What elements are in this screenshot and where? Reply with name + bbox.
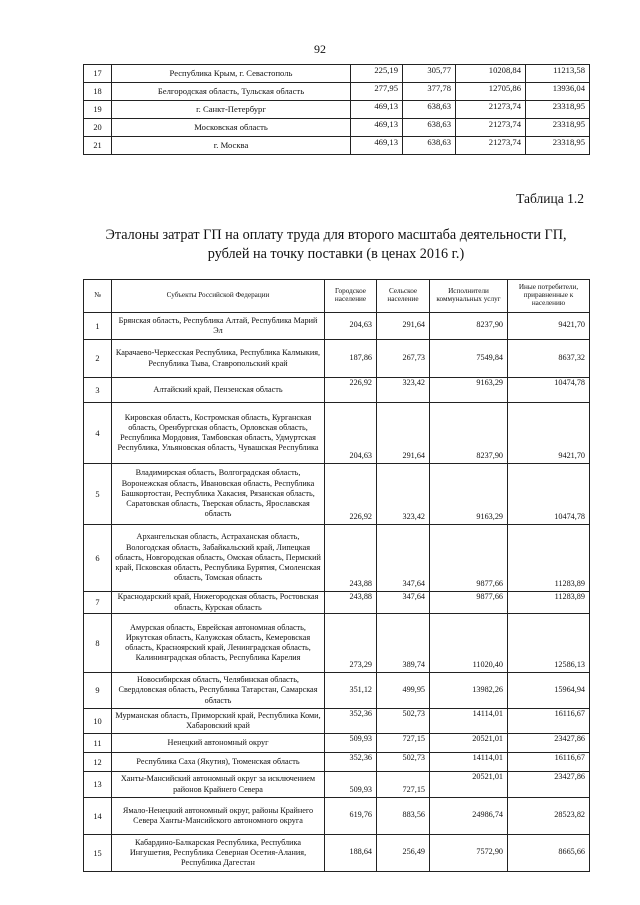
table-row	[84, 101, 590, 119]
row-number: 17	[84, 65, 112, 83]
table-row	[84, 592, 590, 614]
rural-value: 499,95	[377, 673, 430, 709]
other-value: 28523,82	[508, 798, 590, 835]
urban-value: 243,88	[325, 525, 377, 592]
table-row	[84, 525, 590, 592]
row-number: 4	[84, 403, 112, 464]
subject-cell: Ямало-Ненецкий автономный округ, районы Крайнего Севера Ханты-Мансийского автономного округа	[112, 798, 325, 835]
other-value: 9421,70	[508, 403, 590, 464]
urban-value: 509,93	[325, 772, 377, 798]
table-row	[84, 83, 590, 101]
rural-value: 883,56	[377, 798, 430, 835]
utility-value: 11020,40	[430, 614, 508, 673]
utility-value: 10208,84	[456, 65, 526, 83]
rural-value: 502,73	[377, 753, 430, 772]
other-value: 8637,32	[508, 340, 590, 378]
row-number: 13	[84, 772, 112, 798]
urban-value: 469,13	[351, 137, 403, 155]
urban-value: 243,88	[325, 592, 377, 614]
utility-value: 20521,01	[430, 734, 508, 753]
header-number: №	[84, 280, 112, 313]
rural-value: 638,63	[403, 101, 456, 119]
urban-value: 187,86	[325, 340, 377, 378]
subject-cell: Мурманская область, Приморский край, Республика Коми, Хабаровский край	[112, 709, 325, 734]
row-number: 15	[84, 835, 112, 872]
urban-value: 273,29	[325, 614, 377, 673]
other-value: 12586,13	[508, 614, 590, 673]
subject-cell: Краснодарский край, Нижегородская область, Ростовская область, Курская область	[112, 592, 325, 614]
row-number: 21	[84, 137, 112, 155]
rural-value: 323,42	[377, 378, 430, 403]
other-value: 13936,04	[526, 83, 590, 101]
row-number: 14	[84, 798, 112, 835]
subject-cell: г. Москва	[112, 137, 351, 155]
other-value: 16116,67	[508, 709, 590, 734]
table-row	[84, 753, 590, 772]
other-value: 11283,89	[508, 592, 590, 614]
utility-value: 14114,01	[430, 709, 508, 734]
table-row	[84, 65, 590, 83]
header-utility: Исполнители коммунальных услуг	[430, 280, 508, 313]
table-row	[84, 378, 590, 403]
utility-value: 21273,74	[456, 101, 526, 119]
table-row	[84, 313, 590, 340]
urban-value: 352,36	[325, 709, 377, 734]
cost-standards-table	[83, 279, 590, 872]
other-value: 11213,58	[526, 65, 590, 83]
row-number: 20	[84, 119, 112, 137]
table-row	[84, 835, 590, 872]
utility-value: 8237,90	[430, 313, 508, 340]
other-value: 9421,70	[508, 313, 590, 340]
row-number: 3	[84, 378, 112, 403]
other-value: 10474,78	[508, 378, 590, 403]
subject-cell: Кабардино-Балкарская Республика, Республика Ингушетия, Республика Северная Осетия-Алания, Республика Дагестан	[112, 835, 325, 872]
subject-cell: Новосибирская область, Челябинская область, Свердловская область, Республика Татарстан, Самарская область	[112, 673, 325, 709]
other-value: 11283,89	[508, 525, 590, 592]
table-row	[84, 464, 590, 525]
subject-cell: Московская область	[112, 119, 351, 137]
subject-cell: Архангельская область, Астраханская область, Вологодская область, Забайкальский край, Липецкая область, Новгородская область, Омская область, Пермский край, Псковская область, Республика Бурятия, Смоленская область, Томская область	[112, 525, 325, 592]
other-value: 23427,86	[508, 734, 590, 753]
other-value: 8665,66	[508, 835, 590, 872]
page-number: 92	[314, 42, 326, 56]
utility-value: 24986,74	[430, 798, 508, 835]
urban-value: 277,95	[351, 83, 403, 101]
header-other: Иные потребители, приравненные к населению	[508, 280, 590, 313]
utility-value: 13982,26	[430, 673, 508, 709]
rural-value: 305,77	[403, 65, 456, 83]
urban-value: 226,92	[325, 464, 377, 525]
utility-value: 12705,86	[456, 83, 526, 101]
row-number: 8	[84, 614, 112, 673]
utility-value: 21273,74	[456, 137, 526, 155]
urban-value: 225,19	[351, 65, 403, 83]
subject-cell: Республика Крым, г. Севастополь	[112, 65, 351, 83]
rural-value: 347,64	[377, 525, 430, 592]
other-value: 15964,94	[508, 673, 590, 709]
table-row	[84, 403, 590, 464]
row-number: 10	[84, 709, 112, 734]
utility-value: 7549,84	[430, 340, 508, 378]
other-value: 23318,95	[526, 101, 590, 119]
urban-value: 352,36	[325, 753, 377, 772]
subject-cell: Республика Саха (Якутия), Тюменская область	[112, 753, 325, 772]
utility-value: 9163,29	[430, 464, 508, 525]
row-number: 6	[84, 525, 112, 592]
header-urban: Городское население	[325, 280, 377, 313]
subject-cell: Брянская область, Республика Алтай, Республика Марий Эл	[112, 313, 325, 340]
utility-value: 9163,29	[430, 378, 508, 403]
rural-value: 291,64	[377, 313, 430, 340]
subject-cell: Карачаево-Черкесская Республика, Республика Калмыкия, Республика Тыва, Ставропольский край	[112, 340, 325, 378]
row-number: 12	[84, 753, 112, 772]
subject-cell: Кировская область, Костромская область, Курганская область, Оренбургская область, Орловская область, Республика Мордовия, Тамбовская область, Удмуртская Республика, Ульяновская область, Чувашская Республика	[112, 403, 325, 464]
urban-value: 204,63	[325, 403, 377, 464]
subject-cell: Владимирская область, Волгоградская область, Воронежская область, Ивановская область, Республика Башкортостан, Республика Хакасия, Рязанская область, Саратовская область, Тверская область, Ярославская область	[112, 464, 325, 525]
subject-cell: Ненецкий автономный округ	[112, 734, 325, 753]
table-row	[84, 673, 590, 709]
rural-value: 323,42	[377, 464, 430, 525]
continued-table	[83, 64, 590, 155]
table-row	[84, 119, 590, 137]
row-number: 18	[84, 83, 112, 101]
rural-value: 267,73	[377, 340, 430, 378]
other-value: 10474,78	[508, 464, 590, 525]
urban-value: 204,63	[325, 313, 377, 340]
rural-value: 347,64	[377, 592, 430, 614]
subject-cell: Амурская область, Еврейская автономная область, Иркутская область, Калужская область, Кемеровская область, Красноярский край, Ленинградская область, Калининградская область, Республика Карелия	[112, 614, 325, 673]
table-row	[84, 614, 590, 673]
utility-value: 9877,66	[430, 592, 508, 614]
utility-value: 9877,66	[430, 525, 508, 592]
urban-value: 469,13	[351, 101, 403, 119]
subject-cell: Алтайский край, Пензенская область	[112, 378, 325, 403]
table-row	[84, 772, 590, 798]
other-value: 16116,67	[508, 753, 590, 772]
row-number: 19	[84, 101, 112, 119]
utility-value: 21273,74	[456, 119, 526, 137]
utility-value: 7572,90	[430, 835, 508, 872]
rural-value: 389,74	[377, 614, 430, 673]
urban-value: 188,64	[325, 835, 377, 872]
rural-value: 502,73	[377, 709, 430, 734]
row-number: 9	[84, 673, 112, 709]
urban-value: 226,92	[325, 378, 377, 403]
rural-value: 638,63	[403, 119, 456, 137]
row-number: 5	[84, 464, 112, 525]
rural-value: 727,15	[377, 734, 430, 753]
row-number: 11	[84, 734, 112, 753]
subject-cell: Белгородская область, Тульская область	[112, 83, 351, 101]
urban-value: 469,13	[351, 119, 403, 137]
header-rural: Сельское население	[377, 280, 430, 313]
rural-value: 638,63	[403, 137, 456, 155]
table-header-row	[84, 280, 590, 313]
subject-cell: г. Санкт-Петербург	[112, 101, 351, 119]
table-label: Таблица 1.2	[516, 191, 584, 206]
table-title	[80, 226, 592, 263]
row-number: 2	[84, 340, 112, 378]
other-value: 23318,95	[526, 137, 590, 155]
table-row	[84, 709, 590, 734]
rural-value: 291,64	[377, 403, 430, 464]
row-number: 7	[84, 592, 112, 614]
utility-value: 14114,01	[430, 753, 508, 772]
header-subject: Субъекты Российской Федерации	[112, 280, 325, 313]
subject-cell: Ханты-Мансийский автономный округ за исключением районов Крайнего Севера	[112, 772, 325, 798]
row-number: 1	[84, 313, 112, 340]
table-row	[84, 340, 590, 378]
rural-value: 256,49	[377, 835, 430, 872]
urban-value: 619,76	[325, 798, 377, 835]
other-value: 23427,86	[508, 772, 590, 798]
table-row	[84, 137, 590, 155]
urban-value: 351,12	[325, 673, 377, 709]
table-row	[84, 734, 590, 753]
table-title-line-1: Эталоны затрат ГП на оплату труда для второго масштаба деятельности ГП,	[105, 227, 567, 243]
rural-value: 727,15	[377, 772, 430, 798]
utility-value: 20521,01	[430, 772, 508, 798]
other-value: 23318,95	[526, 119, 590, 137]
urban-value: 509,93	[325, 734, 377, 753]
utility-value: 8237,90	[430, 403, 508, 464]
table-row	[84, 798, 590, 835]
table-title-line-2: рублей на точку поставки (в ценах 2016 г.)	[207, 245, 465, 262]
rural-value: 377,78	[403, 83, 456, 101]
